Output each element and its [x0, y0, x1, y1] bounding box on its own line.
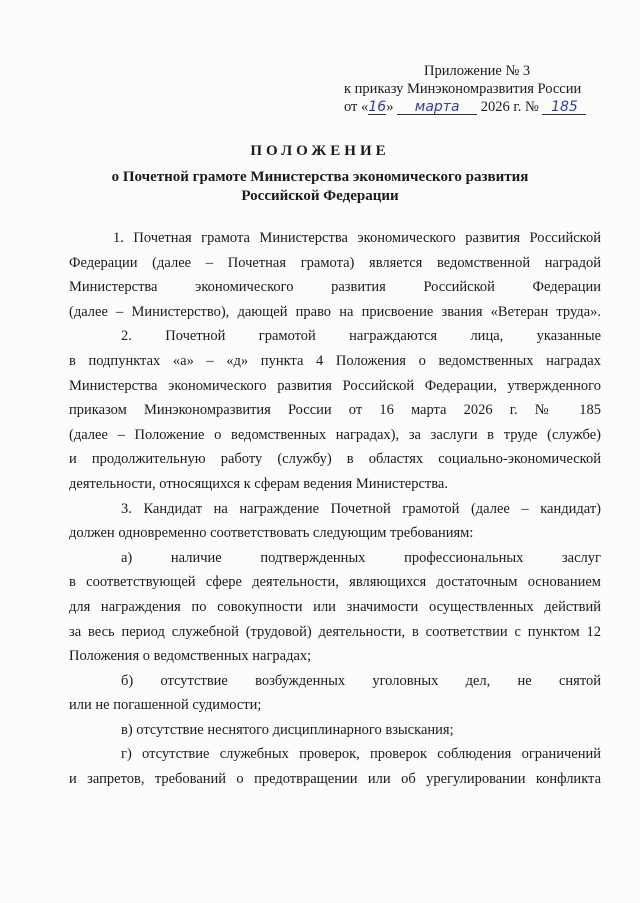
subitem-g [69, 742, 601, 791]
subitem-b [69, 669, 601, 718]
appendix-close-quote: » [386, 99, 394, 115]
appendix-line-3 [344, 98, 606, 116]
handwritten-day: 16 [368, 99, 387, 115]
appendix-block [344, 62, 606, 116]
text-line: в подпунктах «а» – «д» пункта 4 Положения о ведомственных наградах [69, 352, 601, 369]
text-line: должен одновременно соответствовать следующим требованиям: [69, 525, 474, 542]
paragraph-2 [69, 324, 601, 496]
subtitle-line-2: Российской Федерации [241, 188, 399, 204]
document-subtitle [0, 168, 640, 206]
text-line: Министерства экономического развития Российской Федерации [69, 279, 601, 296]
text-line: или не погашенной судимости; [69, 697, 262, 714]
appendix-year: 2026 г. № [480, 99, 539, 115]
text-line: 1. Почетная грамота Министерства экономического развития Российской [113, 230, 601, 246]
paragraph-3 [69, 497, 601, 546]
text-line: г) отсутствие служебных проверок, проверок соблюдения ограничений [121, 746, 601, 763]
document-body [69, 226, 601, 792]
text-line: а) наличие подтвержденных профессиональных заслуг [121, 549, 601, 566]
text-line: 2. Почетной грамотой награждаются лица, указанные [121, 328, 601, 345]
handwritten-month: марта [397, 100, 477, 115]
text-line: в) отсутствие неснятого дисциплинарного взыскания; [121, 721, 454, 738]
text-line: для награждения по совокупности или значимости осуществленных действий [69, 598, 601, 615]
text-line: (далее – Министерство), дающей право на присвоение звания «Ветеран труда». [69, 303, 601, 320]
text-line: и продолжительную работу (службу) в областях социально-экономической [69, 451, 601, 468]
text-line: Федерации (далее – Почетная грамота) является ведомственной наградой [69, 254, 601, 271]
paragraph-1 [69, 226, 601, 324]
text-line: 3. Кандидат на награждение Почетной грамотой (далее – кандидат) [121, 500, 601, 517]
text-line: приказом Минэкономразвития России от 16 марта 2026 г. № 185 [69, 402, 601, 419]
text-line: в соответствующей сфере деятельности, являющихся достаточным основанием [69, 574, 601, 591]
handwritten-number: 185 [542, 100, 586, 115]
appendix-line-1: Приложение № 3 [424, 63, 531, 79]
text-line: (далее – Положение о ведомственных наградах), за заслуги в труде (службе) [69, 426, 601, 443]
appendix-from: от « [344, 99, 369, 115]
subitem-a [69, 546, 601, 669]
document-title: ПОЛОЖЕНИЕ [250, 143, 390, 159]
appendix-line-2: к приказу Минэкономразвития России [344, 81, 582, 97]
text-line: Положения о ведомственных наградах; [69, 648, 312, 665]
text-line: Министерства экономического развития Российской Федерации, утвержденного [69, 377, 601, 394]
text-line: деятельности, относящихся к сферам ведения Министерства. [69, 475, 448, 492]
text-line: и запретов, требований о предотвращении или об урегулировании конфликта [69, 771, 601, 788]
subitem-v [69, 718, 601, 743]
text-line: за весь период служебной (трудовой) деятельности, в соответствии с пунктом 12 [69, 623, 601, 640]
text-line: б) отсутствие возбужденных уголовных дел, не снятой [121, 672, 601, 689]
subtitle-line-1: о Почетной грамоте Министерства экономического развития [111, 169, 529, 185]
